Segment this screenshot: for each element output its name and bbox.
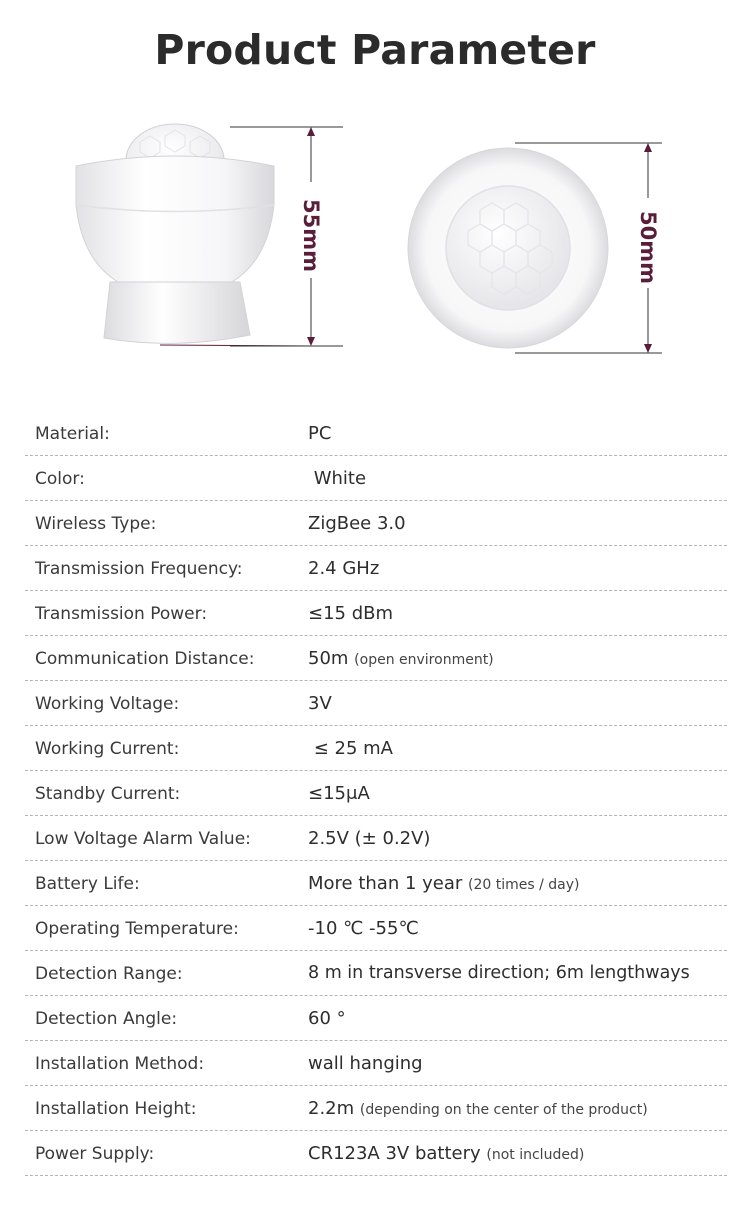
spec-value: 50m (open environment) bbox=[308, 648, 494, 669]
diameter-dimension-label: 50mm bbox=[636, 211, 660, 284]
spec-label: Working Current: bbox=[35, 739, 180, 759]
spec-label: Working Voltage: bbox=[35, 694, 180, 714]
spec-row-operating-temperature bbox=[25, 907, 727, 951]
spec-row-material bbox=[25, 412, 727, 456]
spec-label: Material: bbox=[35, 424, 110, 444]
sensor-side-view bbox=[76, 124, 310, 346]
spec-label: Installation Height: bbox=[35, 1099, 197, 1119]
spec-value: ZigBee 3.0 bbox=[308, 513, 406, 534]
spec-label: Power Supply: bbox=[35, 1144, 155, 1164]
height-dimension-label: 55mm bbox=[299, 199, 323, 272]
spec-row-transmission-frequency bbox=[25, 547, 727, 591]
spec-row-detection-range bbox=[25, 952, 727, 996]
spec-row-installation-method bbox=[25, 1042, 727, 1086]
spec-row-low-voltage-alarm bbox=[25, 817, 727, 861]
spec-value: wall hanging bbox=[308, 1053, 423, 1074]
spec-row-battery-life bbox=[25, 862, 727, 906]
spec-value: CR123A 3V battery (not included) bbox=[308, 1143, 585, 1164]
spec-label: Detection Angle: bbox=[35, 1009, 178, 1029]
spec-value: -10 ℃ -55℃ bbox=[308, 918, 419, 939]
product-images bbox=[0, 110, 750, 370]
spec-row-installation-height bbox=[25, 1087, 727, 1131]
spec-value: 2.2m (depending on the center of the product) bbox=[308, 1098, 648, 1119]
spec-row-working-current bbox=[25, 727, 727, 771]
spec-label: Low Voltage Alarm Value: bbox=[35, 829, 251, 849]
spec-row-transmission-power bbox=[25, 592, 727, 636]
spec-label: Detection Range: bbox=[35, 964, 183, 984]
spec-value: 8 m in transverse direction; 6m lengthways bbox=[308, 963, 690, 983]
sensor-front-view bbox=[408, 148, 608, 348]
spec-label: Battery Life: bbox=[35, 874, 140, 894]
spec-label: Transmission Frequency: bbox=[35, 559, 243, 579]
spec-row-detection-angle bbox=[25, 997, 727, 1041]
spec-label: Installation Method: bbox=[35, 1054, 205, 1074]
spec-row-working-voltage bbox=[25, 682, 727, 726]
spec-label: Operating Temperature: bbox=[35, 919, 239, 939]
spec-value: ≤15 dBm bbox=[308, 603, 394, 624]
spec-value: PC bbox=[308, 423, 332, 444]
spec-value: ≤15μA bbox=[308, 783, 370, 804]
spec-value: 3V bbox=[308, 693, 332, 714]
spec-table bbox=[25, 412, 727, 1177]
spec-label: Standby Current: bbox=[35, 784, 181, 804]
spec-row-standby-current bbox=[25, 772, 727, 816]
spec-row-color bbox=[25, 457, 727, 501]
spec-value: More than 1 year (20 times / day) bbox=[308, 873, 580, 894]
spec-value: 60 ° bbox=[308, 1008, 346, 1029]
page-title: Product Parameter bbox=[154, 26, 596, 74]
spec-row-power-supply bbox=[25, 1132, 727, 1176]
spec-label: Communication Distance: bbox=[35, 649, 255, 669]
spec-value: 2.4 GHz bbox=[308, 558, 380, 579]
spec-value: 2.5V (± 0.2V) bbox=[308, 828, 431, 849]
spec-row-communication-distance bbox=[25, 637, 727, 681]
spec-label: Transmission Power: bbox=[35, 604, 208, 624]
spec-value: White bbox=[308, 468, 367, 489]
spec-row-wireless-type bbox=[25, 502, 727, 546]
spec-value: ≤ 25 mA bbox=[308, 738, 393, 759]
spec-label: Wireless Type: bbox=[35, 514, 157, 534]
spec-label: Color: bbox=[35, 469, 85, 489]
